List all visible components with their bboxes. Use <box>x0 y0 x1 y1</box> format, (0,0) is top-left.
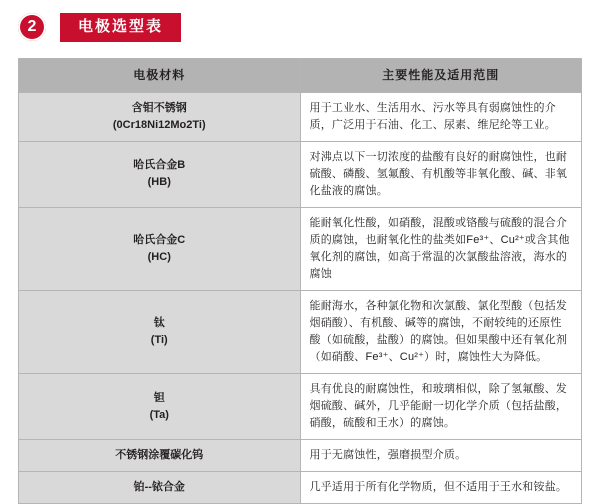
cell-description: 能耐氧化性酸，如硝酸，混酸或铬酸与硫酸的混合介质的腐蚀，也耐氧化性的盐类如Fe³⁺、Cu²⁺或含其他氧化剂的腐蚀，如高于常温的次氯酸盐溶液，海水的腐蚀 <box>300 207 582 290</box>
table-row <box>19 141 582 207</box>
cell-material <box>19 374 301 440</box>
cell-material <box>19 92 301 141</box>
table-row <box>19 92 582 141</box>
material-name: 铂--铱合金 <box>133 481 185 494</box>
material-code: (Ta) <box>149 408 169 421</box>
cell-description: 用于工业水、生活用水、污水等具有弱腐蚀性的介质，广泛用于石油、化工、尿素、维尼纶等工业。 <box>300 92 582 141</box>
table-row <box>19 472 582 504</box>
material-code: (HC) <box>147 250 171 263</box>
material-name: 钛 <box>153 317 165 330</box>
cell-material <box>19 291 301 374</box>
material-code: (Ti) <box>150 334 168 347</box>
material-name: 不锈钢涂覆碳化钨 <box>115 449 204 462</box>
page-title: 电极选型表 <box>60 13 181 42</box>
material-code: (0Cr18Ni12Mo2Ti) <box>112 118 206 131</box>
cell-material <box>19 207 301 290</box>
table-row <box>19 374 582 440</box>
table-row <box>19 291 582 374</box>
table-row <box>19 207 582 290</box>
table-row <box>19 440 582 472</box>
material-name: 钽 <box>153 391 165 404</box>
cell-material <box>19 472 301 504</box>
cell-description: 用于无腐蚀性，强磨损型介质。 <box>300 440 582 472</box>
cell-material <box>19 440 301 472</box>
section-number-badge: 2 <box>18 13 46 41</box>
cell-description: 具有优良的耐腐蚀性，和玻璃相似，除了氢氟酸、发烟硫酸、碱外，几乎能耐一切化学介质（包括盐酸，硝酸，硫酸和王水）的腐蚀。 <box>300 374 582 440</box>
electrode-selection-table <box>18 58 582 504</box>
material-name: 哈氏合金C <box>133 233 186 246</box>
table-head <box>19 59 582 93</box>
column-header-description: 主要性能及适用范围 <box>300 59 582 93</box>
material-code: (HB) <box>147 176 171 189</box>
cell-description: 能耐海水，各种氯化物和次氯酸、氯化型酸（包括发烟硝酸）、有机酸、碱等的腐蚀，不耐较纯的还原性酸（如硫酸，盐酸）的腐蚀。但如果酸中还有氧化剂（如硝酸、Fe³⁺、Cu²⁺）时，腐蚀性大为降低。 <box>300 291 582 374</box>
material-name: 含钼不锈钢 <box>131 101 187 114</box>
column-header-material: 电极材料 <box>19 59 301 93</box>
cell-description: 对沸点以下一切浓度的盐酸有良好的耐腐蚀性，也耐硫酸、磷酸、氢氟酸、有机酸等非氧化酸、碱、非氧化盐液的腐蚀。 <box>300 141 582 207</box>
cell-description: 几乎适用于所有化学物质，但不适用于王水和铵盐。 <box>300 472 582 504</box>
table-body <box>19 92 582 504</box>
section-header <box>18 10 582 44</box>
table-header-row <box>19 59 582 93</box>
cell-material <box>19 141 301 207</box>
material-name: 哈氏合金B <box>133 159 186 172</box>
